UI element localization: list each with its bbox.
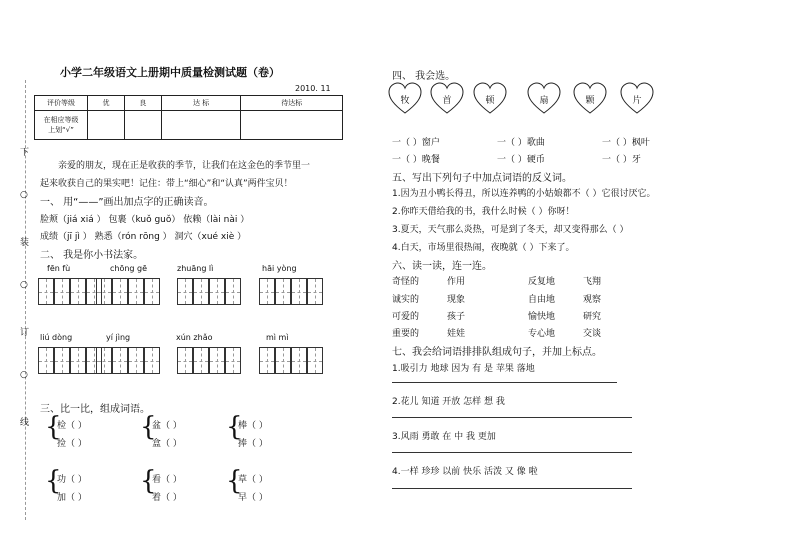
- antonym-item: 4.白天，市场里很热闹，夜晚就（ ）下来了。: [392, 243, 575, 253]
- intro-text: 起来收获自己的果实吧！记住：带上“细心”和“认真”两件宝贝！: [40, 179, 293, 189]
- grade-header: 优: [88, 96, 125, 111]
- heart-character-card: [573, 82, 607, 116]
- antonym-item: 2.你昨天借给我的书，我什么时候（ ）你呀！: [392, 207, 575, 217]
- answer-line[interactable]: [392, 417, 632, 418]
- heart-character: 牧: [400, 96, 410, 106]
- pinyin-label: yí jìng: [106, 333, 131, 342]
- brace: {: [45, 466, 62, 496]
- antonym-item: 1.因为丑小鸭长得丑，所以连养鸭的小姑娘都不（ ）它很讨厌它。: [392, 189, 656, 199]
- margin-label: 线: [20, 418, 30, 428]
- match-word[interactable]: 孩子: [447, 312, 466, 322]
- writing-grid[interactable]: [96, 347, 160, 374]
- word-item: 功（ ）: [57, 475, 87, 485]
- section-heading: 六、读一读，连一连。: [392, 261, 492, 272]
- writing-grid[interactable]: [38, 278, 102, 305]
- heart-character-card: [430, 82, 464, 116]
- antonym-item: 3.夏天，天气那么炎热，可是到了冬天，却又变得那么（ ）: [392, 225, 629, 235]
- pinyin-label: chōng gē: [110, 264, 148, 273]
- word-item: 看（ ）: [152, 475, 182, 485]
- heart-character-card: [620, 82, 654, 116]
- grade-cell[interactable]: [88, 111, 125, 140]
- measure-item: 一（ ）歌曲: [497, 138, 545, 148]
- writing-grid[interactable]: [38, 347, 102, 374]
- measure-item: 一（ ）牙: [602, 155, 641, 165]
- grade-header: 达 标: [161, 96, 241, 111]
- heart-character: 首: [442, 96, 452, 106]
- brace: {: [45, 412, 62, 442]
- section-heading: 二、 我是你小书法家。: [40, 250, 144, 261]
- match-word[interactable]: 反复地: [528, 277, 556, 287]
- margin-label: 订: [20, 328, 30, 338]
- measure-item: 一（ ）窗户: [392, 138, 440, 148]
- sentence-words: 2.花儿 知道 开放 怎样 想 我: [392, 397, 505, 407]
- pinyin-label: mì mì: [266, 333, 289, 342]
- margin-label: 下: [20, 148, 30, 158]
- margin-label: ○: [20, 370, 28, 380]
- match-word[interactable]: 诚实的: [392, 295, 420, 305]
- section-heading: 三、比一比，组成词语。: [40, 404, 150, 415]
- sentence-words: 3.风雨 勇敢 在 中 我 更加: [392, 432, 496, 442]
- heart-character: 片: [632, 96, 642, 106]
- match-word[interactable]: 愉快地: [528, 312, 556, 322]
- word-item: 早（ ）: [238, 493, 268, 503]
- word-item: 捡（ ）: [57, 439, 87, 449]
- match-word[interactable]: 作用: [447, 277, 466, 287]
- brace: {: [140, 466, 157, 496]
- pinyin-label: xún zhǎo: [176, 333, 213, 342]
- heart-character: 颗: [585, 96, 595, 106]
- grade-header: 评价等级: [35, 96, 88, 111]
- grade-table: [34, 95, 343, 140]
- section-heading: 七、我会给词语排排队组成句子，并加上标点。: [392, 347, 602, 358]
- writing-grid[interactable]: [177, 347, 241, 374]
- sentence-words: 4.一样 珍珍 以前 快乐 活泼 又 像 啦: [392, 467, 538, 477]
- word-item: 着（ ）: [152, 493, 182, 503]
- grade-cell[interactable]: [161, 111, 241, 140]
- word-item: 捧（ ）: [238, 439, 268, 449]
- exam-date: 2010. 11: [295, 84, 331, 93]
- word-item: 检（ ）: [57, 421, 87, 431]
- grade-cell[interactable]: [241, 111, 343, 140]
- word-item: 加（ ）: [57, 493, 87, 503]
- writing-grid[interactable]: [177, 278, 241, 305]
- pronunciation-line: 成绩（jī jì ） 熟悉（rón rōng ） 洞穴（xué xiè ）: [40, 232, 247, 242]
- measure-item: 一（ ）硬币: [497, 155, 545, 165]
- pinyin-label: liú dòng: [40, 333, 73, 342]
- margin-label: ○: [20, 280, 28, 290]
- measure-item: 一（ ）晚餐: [392, 155, 440, 165]
- heart-character: 顿: [485, 96, 495, 106]
- grade-cell[interactable]: [124, 111, 161, 140]
- writing-grid[interactable]: [259, 347, 323, 374]
- grade-header: 良: [124, 96, 161, 111]
- margin-label: ○: [20, 190, 28, 200]
- grade-row-label: 在相应等级 上划“√”: [35, 111, 88, 140]
- match-word[interactable]: 可爱的: [392, 312, 420, 322]
- margin-label: 装: [20, 238, 30, 248]
- pinyin-label: fēn fù: [47, 264, 71, 273]
- brace: {: [226, 412, 243, 442]
- match-word[interactable]: 交谈: [583, 329, 602, 339]
- match-word[interactable]: 专心地: [528, 329, 556, 339]
- answer-line[interactable]: [392, 452, 632, 453]
- heart-character: 扇: [539, 96, 549, 106]
- sentence-words: 1.吸引力 地球 因为 有 是 苹果 落地: [392, 364, 535, 374]
- measure-item: 一（ ）枫叶: [602, 138, 650, 148]
- grade-header: 待达标: [241, 96, 343, 111]
- match-word[interactable]: 现象: [447, 295, 466, 305]
- brace: {: [226, 466, 243, 496]
- section-heading: 一、 用“——”画出加点字的正确读音。: [40, 197, 214, 208]
- match-word[interactable]: 重要的: [392, 329, 420, 339]
- answer-line[interactable]: [392, 488, 632, 489]
- intro-text: 亲爱的朋友，现在正是收获的季节，让我们在这金色的季节里一: [58, 161, 311, 171]
- word-item: 盆（ ）: [152, 421, 182, 431]
- heart-character-card: [388, 82, 422, 116]
- word-item: 盒（ ）: [152, 439, 182, 449]
- match-word[interactable]: 自由地: [528, 295, 556, 305]
- section-heading: 四、 我会选。: [392, 71, 456, 82]
- match-word[interactable]: 飞翔: [583, 277, 602, 287]
- page-title: 小学二年级语文上册期中质量检测试题（卷）: [60, 66, 280, 79]
- match-word[interactable]: 奇怪的: [392, 277, 420, 287]
- pronunciation-line: 脸颊（jiá xiá ） 包裹（kuǒ guǒ） 依赖（lài nài ）: [40, 215, 250, 225]
- answer-line[interactable]: [392, 382, 617, 383]
- pinyin-label: zhuāng lì: [177, 264, 214, 273]
- match-word[interactable]: 娃娃: [447, 329, 466, 339]
- heart-character-card: [473, 82, 507, 116]
- heart-character-card: [527, 82, 561, 116]
- pinyin-label: hāi yòng: [262, 264, 297, 273]
- word-item: 草（ ）: [238, 475, 268, 485]
- match-word[interactable]: 研究: [583, 312, 602, 322]
- writing-grid[interactable]: [259, 278, 323, 305]
- section-heading: 五、写出下列句子中加点词语的反义词。: [392, 173, 572, 184]
- word-item: 棒（ ）: [238, 421, 268, 431]
- brace: {: [140, 412, 157, 442]
- writing-grid[interactable]: [96, 278, 160, 305]
- match-word[interactable]: 观察: [583, 295, 602, 305]
